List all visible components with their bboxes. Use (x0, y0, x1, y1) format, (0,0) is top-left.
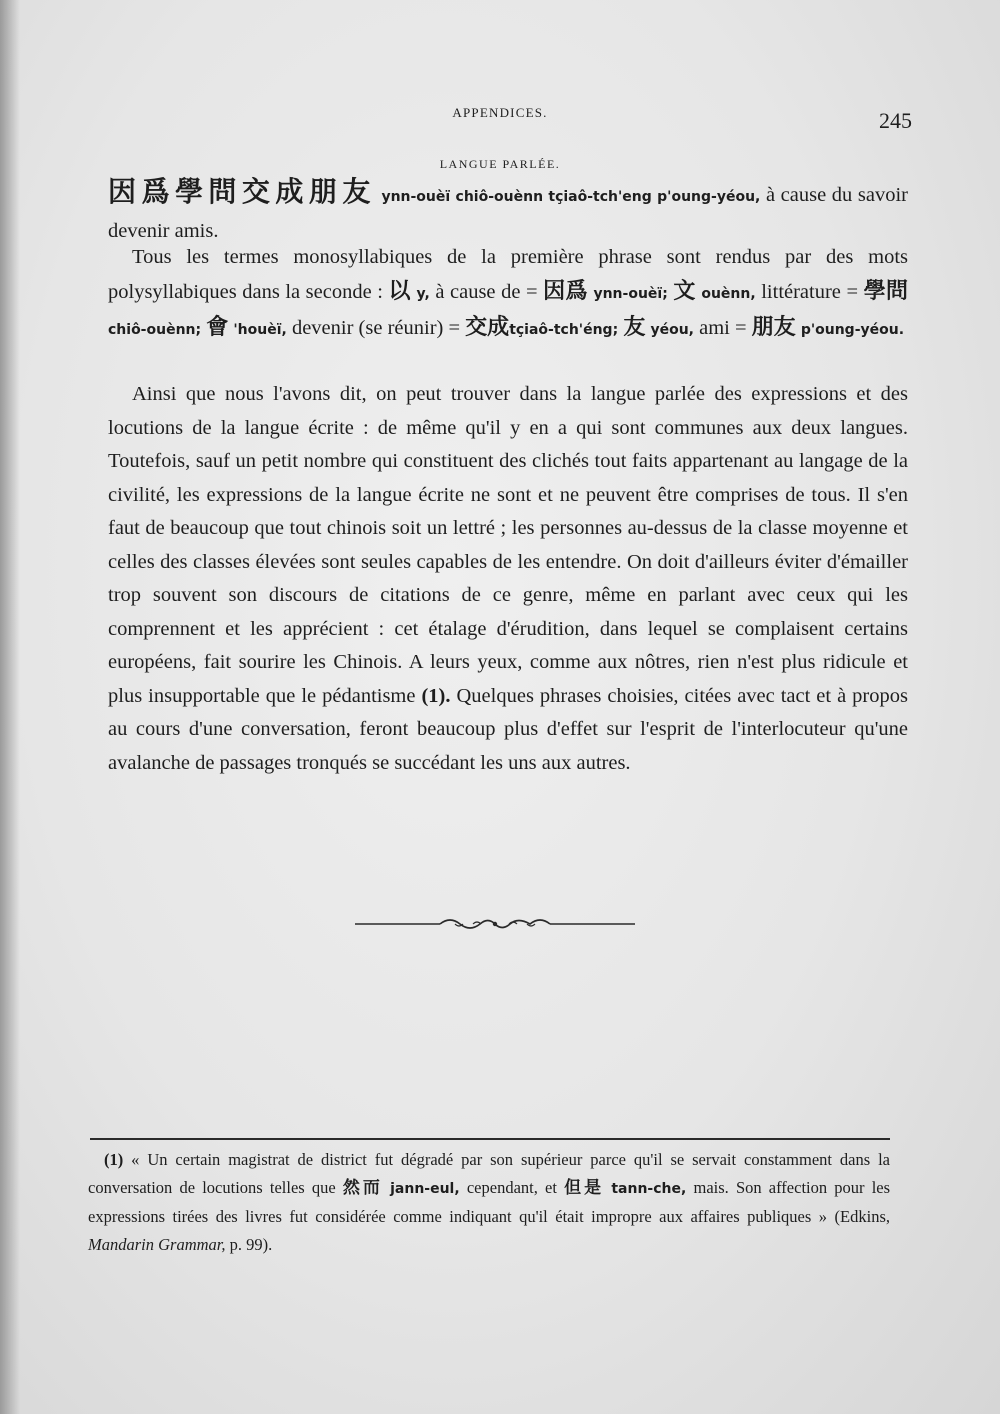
para2-text: Tous les termes monosyllabiques de la première phrase sont rendus par des mots polysyllabiques dans la seconde : (108, 246, 908, 303)
footnote (88, 1146, 890, 1259)
footnote-mark: (1) (104, 1150, 124, 1169)
chinese-term: 然而 (342, 1178, 383, 1198)
citation-author: Edkins, (840, 1207, 890, 1226)
romanization: ouènn, (701, 285, 756, 302)
running-head: APPENDICES. (452, 105, 548, 120)
example-romanization: ynn-ouèï chiô-ouènn tçiaô-tch'eng p'oung-yéou, (381, 189, 761, 205)
example-sentence (108, 175, 908, 248)
chinese-term: 交成 (465, 315, 510, 340)
para2-text: littérature = (755, 280, 864, 303)
romanization: tçiaô-tch'éng; (509, 322, 619, 338)
romanization: ynn-ouèï; (593, 285, 668, 302)
chinese-term: 以 (388, 278, 411, 304)
romanization: y, (416, 285, 430, 302)
paragraph-written-language (108, 378, 908, 780)
chinese-term: 會 (206, 315, 229, 340)
chinese-term: 因爲 (543, 278, 588, 304)
example-chinese: 因爲學問交成朋友 (108, 175, 376, 208)
footnote-reference[interactable]: (1). (421, 684, 451, 707)
chinese-term: 文 (673, 278, 696, 304)
example-translation: à cause du savoir devenir amis. (108, 184, 908, 242)
paragraph-terms (108, 241, 908, 348)
para2-text: à cause de = (429, 280, 544, 303)
chinese-term: 友 (623, 315, 646, 340)
para2-text: devenir (se réunir) = (286, 317, 466, 339)
citation-work: Mandarin Grammar, (88, 1235, 226, 1254)
page-number: 245 (879, 108, 912, 133)
romanization: jann-eul, (390, 1181, 460, 1197)
romanization: p'oung-yéou. (800, 322, 905, 338)
chinese-term: 但是 (564, 1178, 605, 1198)
footnote-text: mais. Son affection pour les expressions tirées des livres fut considérée comme indiquant qu'il était impropre aux affaires publiques » ( (88, 1178, 891, 1226)
section-title: LANGUE PARLÉE. (439, 157, 561, 171)
romanization: 'houèï, (233, 322, 287, 338)
footnote-text: « Un certain magistrat de district fut dégradé par son supérieur parce qu'il se servait constamment dans la conversation de locutions telles que (88, 1150, 890, 1197)
footnote-rule (90, 1138, 890, 1140)
para2-text: ami = (693, 317, 752, 339)
decorative-ornament (355, 912, 635, 936)
spine-shadow (0, 0, 20, 1414)
citation-page: p. 99). (225, 1235, 273, 1254)
para3-text: Ainsi que nous l'avons dit, on peut trouver dans la langue parlée des expressions et des locutions de la langue écrite : de même qu'il y en a qui sont communes aux deux langues. Toutefois, sauf un petit nombre qui constituent des clichés tout faits appartenant au langage de la civilité, les expressions de la langue écrite ne sont et ne peuvent être comprises de tous. Il s'en faut de beaucoup que tout chinois soit un lettré ; les personnes au-dessus de la classe moyenne et celles des classes élevées sont seules capables de les entendre. On doit d'ailleurs éviter d'émailler trop souvent son discours de citations de ce genre, même en parlant avec ceux qui les comprennent et les apprécient : cet étalage d'érudition, dans lequel se complaisent certains européens, fait sourire les Chinois. A leurs yeux, comme aux nôtres, rien n'est plus ridicule et plus insupportable que le pédantisme (108, 383, 908, 707)
chinese-term: 學問 (863, 278, 908, 304)
para3-text: Quelques phrases choisies, citées avec tact et à propos au cours d'une conversation, feront beaucoup plus d'effet sur l'esprit de l'interlocuteur qu'une avalanche de passages tronqués se succédant les uns aux autres. (108, 684, 908, 774)
footnote-text: cependant, et (459, 1178, 565, 1197)
romanization: chiô-ouènn; (108, 322, 202, 338)
chinese-term: 朋友 (751, 315, 796, 340)
romanization: yéou, (650, 322, 694, 338)
romanization: tann-che, (611, 1181, 687, 1197)
